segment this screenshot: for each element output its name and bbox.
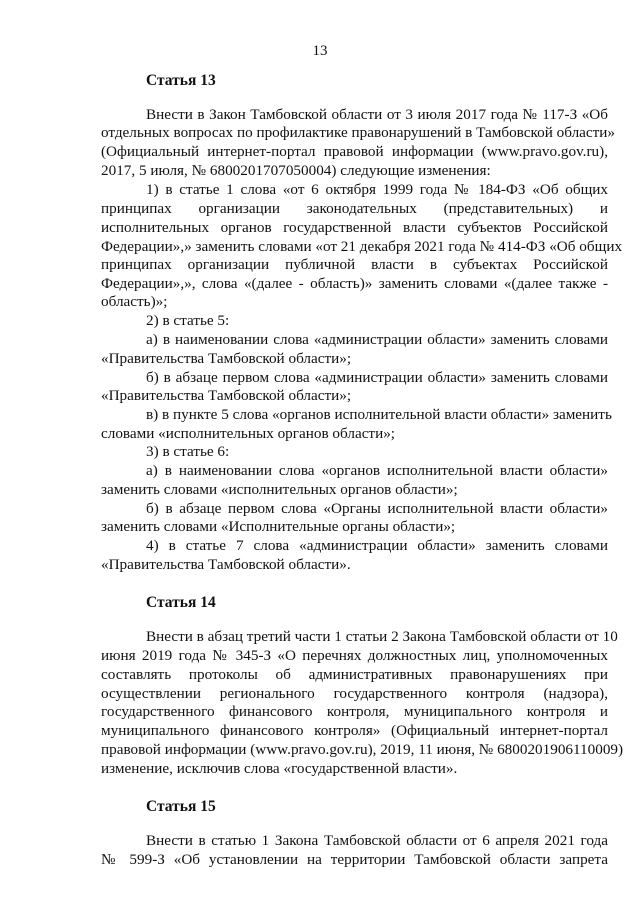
paragraph-line: 2017, 5 июля, № 6800201707050004) следующие изменения: [101,162,491,179]
paragraph-line: (Официальный интернет-портал правовой информации (www.pravo.gov.ru), [101,143,608,160]
paragraph-line: словами «исполнительных органов области»; [101,425,396,442]
paragraph-line: Внести в статью 1 Закона Тамбовской области от 6 апреля 2021 года [146,832,608,849]
paragraph-line: 1) в статье 1 слова «от 6 октября 1999 года № 184-ФЗ «Об общих [146,181,608,198]
paragraph-line: а) в наименовании слова «органов исполнительной власти области» [146,462,608,479]
paragraph-line: заменить словами «исполнительных органов области»; [101,481,458,498]
paragraph-line: «Правительства Тамбовской области»; [101,387,352,404]
paragraph-line: № 599-З «Об установлении на территории Тамбовской области запрета [101,851,608,868]
paragraph-line: изменение, исключив слова «государственной власти». [101,760,458,777]
paragraph-line: отдельных вопросах по профилактике правонарушений в Тамбовской области» [101,124,615,141]
paragraph-line: а) в наименовании слова «администрации области» заменить словами [146,331,608,348]
paragraph-line: муниципального финансового контроля» (Официальный интернет-портал [101,722,608,739]
paragraph-line: б) в абзаце первом слова «администрации области» заменить словами [146,369,608,386]
paragraph-line: 2) в статье 5: [146,312,230,329]
paragraph-line: правовой информации (www.pravo.gov.ru), 2019, 11 июня, № 6800201906110009) [101,741,624,758]
paragraph-line: Федерации»,», слова «(далее - область)» заменить словами «(далее также - [101,275,608,292]
article-14-heading: Статья 14 [146,594,216,611]
paragraph-line: составлять протоколы об административных правонарушениях при [101,666,608,683]
page-number: 13 [312,43,328,59]
paragraph-line: принципах организации публичной власти в субъектах Российской [101,256,608,273]
paragraph-line: «Правительства Тамбовской области». [101,556,351,573]
paragraph-line: осуществлении регионального государственного контроля (надзора), [101,685,608,702]
paragraph-line: исполнительных органов государственной власти субъектов Российской [101,219,608,236]
paragraph-line: область)»; [101,293,168,310]
paragraph-line: в) в пункте 5 слова «органов исполнительной власти области» заменить [146,406,612,423]
paragraph-line: июня 2019 года № 345-З «О перечнях должностных лиц, уполномоченных [101,647,608,664]
paragraph-line: заменить словами «Исполнительные органы области»; [101,518,456,535]
paragraph-line: Внести в Закон Тамбовской области от 3 июля 2017 года № 117-З «Об [146,106,608,123]
paragraph-line: 3) в статье 6: [146,443,230,460]
article-13-heading: Статья 13 [146,72,216,89]
paragraph-line: Федерации»,» заменить словами «от 21 декабря 2021 года № 414-ФЗ «Об общих [101,238,623,255]
paragraph-line: государственного финансового контроля, муниципального контроля и [101,703,608,720]
paragraph-line: принципах организации законодательных (представительных) и [101,200,608,217]
paragraph-line: Внести в абзац третий части 1 статьи 2 Закона Тамбовской области от 10 [146,628,618,645]
article-15-heading: Статья 15 [146,798,216,815]
paragraph-line: «Правительства Тамбовской области»; [101,350,352,367]
paragraph-line: 4) в статье 7 слова «администрации области» заменить словами [146,537,608,554]
paragraph-line: б) в абзаце первом слова «Органы исполнительной власти области» [146,500,608,517]
